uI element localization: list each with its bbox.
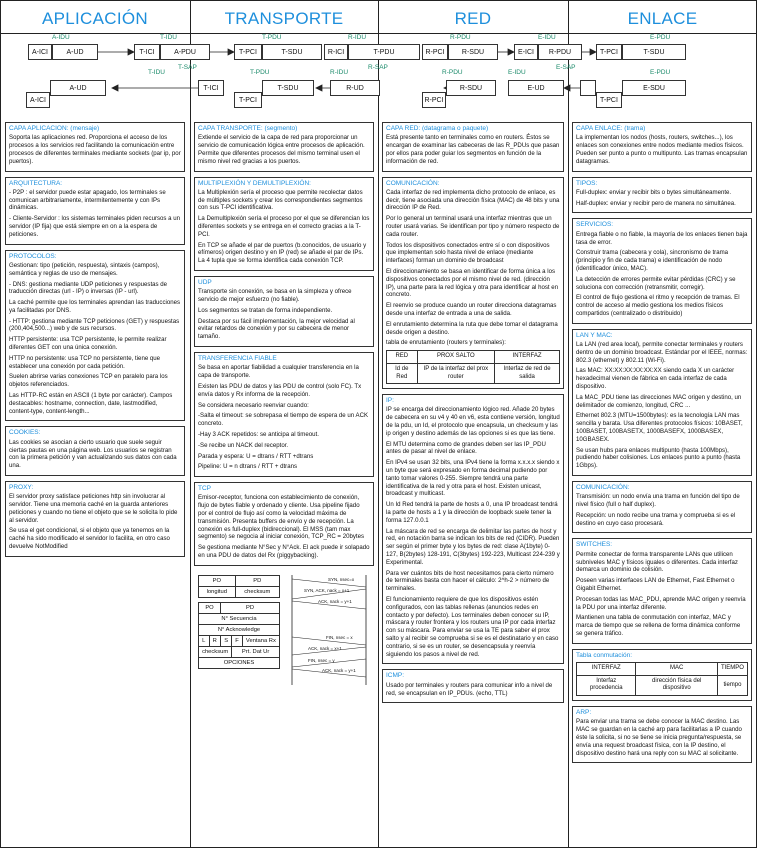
section-paragraph: Las MAC: XX:XX:XX:XX:XX:XX siendo cada X un carácter hexadecimal vienen de fábrica en cada interfaz de cada dispositivo. bbox=[576, 367, 735, 390]
section-comunicacion bbox=[382, 177, 564, 390]
section-heading: TRANSFERENCIA FIABLE bbox=[198, 355, 277, 363]
section-heading: ICMP: bbox=[386, 672, 405, 680]
pdu-box: A-ICI bbox=[26, 92, 50, 108]
tcp-diagrams bbox=[194, 571, 374, 691]
column-enlace bbox=[572, 122, 752, 844]
section-paragraph: El servidor proxy satisface peticiones http sin involucrar al servidor. Tiene una memoria caché en la guarda anteriores peticiones y cuando no tiene el objeto que se le solicita lo pide al servidor. bbox=[9, 493, 178, 524]
section-paragraph: La implementan los nodos (hosts, routers, switches...), los enlaces son conexiones entre nodos mediante medios físicos. Pueden ser punto a punto o multipunto. Las tramas encapsulan datagramas. bbox=[576, 134, 748, 165]
section-paragraph: Full-duplex: enviar y recibir bits o bytes simultáneamente. bbox=[576, 188, 732, 196]
label-e-pdu: E-PDU bbox=[650, 34, 671, 41]
label-r-pdu: R-PDU bbox=[450, 34, 471, 41]
section-paragraph: El reenvío se produce cuando un router direcciona datagramas desde una interfaz de entrada a una de salida. bbox=[386, 302, 557, 317]
section-tcp bbox=[194, 482, 374, 566]
section-paragraph: Parada y espera: U = dtrans / RTT +dtrans bbox=[198, 452, 314, 460]
routing-table: RED PROX SALTO INTERFAZ Id de Red IP de la interfaz del prox router Interfaz de red de salida bbox=[386, 350, 560, 384]
pdu-box: T-ICI bbox=[134, 44, 160, 60]
title-red: RED bbox=[454, 9, 492, 28]
pdu-box: R-PCI bbox=[422, 44, 448, 60]
pdu-box: T-PCI bbox=[234, 92, 262, 108]
section-paragraph: Las cookies se asocian a cierto usuario que suele seguir ciertas pautas en una página web. Los usuarios se registran con la primera petición y van actualizando sus datos con cada una. bbox=[9, 438, 177, 470]
section-paragraph: Los segmentos se tratan de forma independiente. bbox=[198, 306, 333, 314]
section-comunicacion-enlace bbox=[572, 481, 752, 534]
section-paragraph: HTTP persistente: usa TCP persistente, le permite realizar diferentes GET con una única conexión. bbox=[9, 336, 167, 352]
section-paragraph: Half-duplex: enviar y recibir pero de manera no simultánea. bbox=[576, 199, 736, 207]
encapsulation-arrows bbox=[0, 0, 757, 120]
section-paragraph: El funcionamiento requiere de que los dispositivos estén configurados, con las tablas rellenas (anuncios redes en contacto y por defecto). Los terminales deben conocer su IP, máscara y router frontera y los routers una IP por cada interfaz con su máscara. Para enviar se usa la TE para saber el prox salto y al recibir se comprueba si se es el destinatario y en caso contrario, si se es un router, se desencapsula y reenvía siguiendo los pasos a nivel de red. bbox=[386, 596, 559, 658]
label-e-idu: E-IDU bbox=[508, 69, 526, 76]
section-proxy bbox=[5, 481, 185, 557]
section-capa-transporte bbox=[194, 122, 374, 172]
section-heading: MULTIPLEXIÓN Y DEMULTIPLEXIÓN: bbox=[198, 179, 311, 187]
seq-label: ACK, nack = y+1 bbox=[322, 667, 356, 673]
section-heading: ARQUITECTURA: bbox=[9, 179, 63, 187]
section-tipos bbox=[572, 177, 752, 214]
routing-table: INTERFAZ MAC TIEMPO Interfaz procedencia dirección física del dispositivo tiempo bbox=[576, 662, 748, 696]
section-transferencia-fiable bbox=[194, 352, 374, 477]
pdu-box: E-UD bbox=[508, 80, 564, 96]
section-servicios bbox=[572, 218, 752, 323]
section-paragraph: Suelen abrirse varias conexiones TCP en paralelo para los objetos referenciados. bbox=[9, 373, 168, 389]
section-capa-aplicacion bbox=[5, 122, 185, 172]
label-t-pdu: T-PDU bbox=[262, 34, 282, 41]
section-paragraph: Las HTTP-RC están en ASCII (1 byte por carácter). Campos destacables: hostname, connection, date, lastmodified, content-type, content-length... bbox=[9, 392, 173, 415]
section-paragraph: Gestionan: tipo (petición, respuesta), sintaxis (campos), semántica y reglas de uso de mensajes. bbox=[9, 261, 160, 277]
column-red bbox=[382, 122, 564, 844]
label-r-idu: R-IDU bbox=[330, 69, 349, 76]
section-paragraph: - DNS: gestiona mediante UDP peticiones y respuestas de traducción directas (url - IP) o inversas (IP - url). bbox=[9, 280, 168, 296]
section-paragraph: - Cliente-Servidor : los sistemas terminales piden recursos a un servidor (IP fija) que está siempre en on a la espera de peticiones. bbox=[9, 215, 181, 238]
label-r-idu: R-IDU bbox=[348, 34, 367, 41]
section-capa-red bbox=[382, 122, 564, 172]
section-paragraph: Destaca por su fácil implementación, la mejor velocidad al evitar retardos de conexión y por su cabecera de menor tamaño. bbox=[198, 317, 355, 341]
tcp-header-table: PO PD longitud checksum PO PD N° Secuencia N° Acknowledge L R S F Ventana Rx checksum Prt. Dat Ur OPCIONES bbox=[198, 575, 280, 669]
section-paragraph: Construir trama (cabecera y cola), sincronismo de trama (principio y fin de cada trama) e identificación de nodo (identificador único, MAC). bbox=[576, 249, 729, 272]
seq-label: SYN, nsec=x bbox=[328, 576, 355, 582]
title-enlace: ENLACE bbox=[627, 9, 698, 28]
section-paragraph: La detección de errores permite evitar pérdidas (CRC) y se soluciona con corrección (retransmitir, corregir). bbox=[576, 275, 736, 291]
label-e-idu: E-IDU bbox=[538, 34, 556, 41]
pdu-box: T-PDU bbox=[348, 44, 420, 60]
pdu-box: T-ICI bbox=[198, 80, 224, 96]
label-t-sap: T-SAP bbox=[178, 64, 197, 71]
section-capa-enlace bbox=[572, 122, 752, 172]
pdu-box bbox=[580, 80, 596, 96]
pdu-box: R-PDU bbox=[538, 44, 582, 60]
seq-label: SYN, ACK, nack = x+1 bbox=[304, 587, 350, 593]
section-paragraph: Transmisión: un nodo envía una trama en función del tipo de nivel físico (full o half duplex). bbox=[576, 493, 740, 509]
section-paragraph: -Salta el timeout: se sobrepasa el tiempo de espera de un ACK concreto. bbox=[198, 412, 369, 428]
section-paragraph: HTTP no persistente: usa TCP no persistente, tiene que establecer una conexión por cada petición. bbox=[9, 354, 161, 370]
pdu-box: T-SDU bbox=[262, 80, 314, 96]
tcp-handshake-diagram bbox=[288, 571, 372, 689]
section-paragraph: Mantienen una tabla de conmutación con interfaz, MAC y marca de tiempo que se rellena de forma dinámica conforme se genera tráfico. bbox=[576, 614, 741, 637]
section-paragraph: En TCP se añade el par de puertos (b.conocidos, de usuario y efímeros) origen destino y en IP (red) se añade el par de IPs. La 4 tupla que se forma identifica cada conexión TCP. bbox=[198, 241, 367, 265]
section-protocolos bbox=[5, 250, 185, 422]
section-paragraph: El control de flujo gestiona el ritmo y recepción de tramas. El control de acceso al medio gestiona los medios físicos compartidos (centralizado o distribuido) bbox=[576, 294, 740, 317]
pdu-box: A-UD bbox=[50, 80, 106, 96]
section-lan-mac bbox=[572, 329, 752, 476]
pdu-box: A-ICI bbox=[28, 44, 52, 60]
section-switches bbox=[572, 538, 752, 643]
section-paragraph: Recepción: un nodo recibe una trama y comprueba si es el destino en cuyo caso procesará. bbox=[576, 511, 736, 527]
section-paragraph: Usado por terminales y routers para comunicar info a nivel de red, se encapsulan en IP_PDUs. (echo, TTL) bbox=[386, 681, 553, 697]
section-paragraph: Extiende el servicio de la capa de red para proporcionar un servicio de comunicación lógica entre procesos de aplicación. Permite que diferentes procesos del mismo terminal usen el mismo nivel red gracias a los puertos. bbox=[198, 134, 365, 165]
section-paragraph: Para enviar una trama se debe conocer la MAC destino. Las MAC se guardan en la caché arp para facilitarlas a IP cuando éste la solicita, si no se tiene se inicia pregunta/respuesta, se envía una request broadcast física, con la IP destino, el dispositivo destino hará una reply con su MAC al solicitante. bbox=[576, 718, 742, 757]
label-a-idu: A-IDU bbox=[52, 34, 70, 41]
section-heading: COMUNICACIÓN: bbox=[576, 483, 630, 491]
pdu-box: A-PDU bbox=[160, 44, 210, 60]
section-paragraph: La caché permite que los terminales aprendan las traducciones ya facilitadas por DNS. bbox=[9, 299, 181, 314]
section-paragraph: Pipeline: U = n dtrans / RTT + dtrans bbox=[198, 463, 298, 471]
section-paragraph: Ethernet 802.3 (MTU=1500bytes): es la tecnología LAN mas sencilla y barata. Usa diferentes protocolos físicos: 10BASET, 100BASET, 100BASETX, 1000BASEFX, 1000BASEX, 10GBASEX. bbox=[576, 412, 743, 443]
pdu-box: R-SDU bbox=[448, 44, 498, 60]
section-paragraph: tabla de enrutamiento (routers y terminales): bbox=[386, 339, 506, 347]
section-heading: Tabla conmutación: bbox=[576, 651, 633, 659]
section-heading: UDP bbox=[198, 278, 212, 286]
section-paragraph: Todos los dispositivos conectados entre sí o con dispositivos que implementan solo hasta nivel de enlace (mediante interfaces) forman un dominio de broadcast bbox=[386, 241, 550, 265]
section-heading: CAPA TRANSPORTE: (segmento) bbox=[198, 125, 298, 132]
section-udp bbox=[194, 276, 374, 347]
section-arquitectura bbox=[5, 177, 185, 245]
section-paragraph: Transporte sin conexión, se basa en la simpleza y ofrece servicio de mejor esfuerzo (no fiable). bbox=[198, 288, 352, 304]
section-paragraph: La Multiplexión sería el proceso que permite recolectar datos de múltiples sockets y crear los correspondientes segmentos con sus T-PCI identificativa. bbox=[198, 188, 363, 212]
label-t-idu: T-IDU bbox=[148, 69, 165, 76]
title-transporte: TRANSPORTE bbox=[224, 9, 344, 28]
section-heading: TCP bbox=[198, 485, 211, 493]
section-paragraph: Se usan hubs para enlaces multipunto (hasta 100Mbps), pudiendo haber colisiones. Los enlaces punto a punto (hasta 1Gbps). bbox=[576, 446, 741, 470]
section-paragraph: Por lo general un terminal usará una interfaz mientras que un router usará varias. Se identifican por tipo y número respecto de cada router. bbox=[386, 215, 560, 238]
label-r-pdu: R-PDU bbox=[442, 69, 463, 76]
pdu-box: T-PCI bbox=[596, 92, 622, 108]
section-paragraph: IP se encarga del direccionamiento lógico red. Añade 20 bytes de cabecera en su v4 y 40 en v6, esta contiene versión, longitud de la pdu, un Id, el protocolo que encapsula, un checksum y las ip origen y destino además de las opciones si es que las tiene. bbox=[386, 406, 560, 437]
label-r-sap: R-SAP bbox=[368, 64, 388, 71]
label-t-idu: T-IDU bbox=[160, 34, 177, 41]
pdu-box: T-PCI bbox=[596, 44, 622, 60]
section-ip bbox=[382, 394, 564, 664]
section-paragraph: Permite conectar de forma transparente LANs que utilicen subniveles MAC y físicos iguales o diferentes. Cada interfaz demarca un dominio de colisión. bbox=[576, 550, 738, 574]
pdu-box: E-ICI bbox=[514, 44, 538, 60]
section-paragraph: En IPv4 se usan 32 bits, una IPv4 tiene la forma x.x.x.x siendo x un byte que será expresado en forma decimal pudiendo por tanto tomar valores 0-255. Siempre tendrá una parte identificativa de la red y otra para el host. Existen unicast, broadcast y multicast. bbox=[386, 459, 560, 498]
section-heading: SWITCHES: bbox=[576, 541, 613, 549]
section-heading: CAPA RED: (datagrama o paquete) bbox=[386, 125, 489, 132]
seq-label: ACK, nack = x+1 bbox=[308, 645, 342, 651]
pdu-box: R-PCI bbox=[422, 92, 446, 108]
section-arp bbox=[572, 706, 752, 763]
section-paragraph: Se usa el get condicional, si el objeto que ya tenemos en la caché ha sido modificado el servidor lo facilita, en otro caso devuelve NotModified bbox=[9, 527, 170, 551]
section-paragraph: Un Id Red tendrá la parte de hosts a 0, una IP broadcast tendrá la parte de hosts a 1 y la dirección de loopback suele tener la forma 127.0.0.1 bbox=[386, 501, 558, 524]
section-paragraph: Emisor-receptor, funciona con establecimiento de conexión, flujo de bytes fiable y ordenado y cliente. Usa pipeline fijado por el control de flujo así como la velocidad máxima de transmisión. Presenta buffers de envío y de recepción. La conexión es full-duplex (bidireccional). El MSS (tam max segmento) se negocia al iniciar conexión, TCP_RC = 20bytes bbox=[198, 494, 365, 541]
section-heading: COMUNICACIÓN: bbox=[386, 179, 440, 187]
section-heading: COOKIES: bbox=[9, 429, 41, 437]
seq-label: ACK, nack = y+1 bbox=[318, 598, 352, 604]
pdu-box: T-SDU bbox=[622, 44, 686, 60]
section-heading: CAPA APLICACION: (mensaje) bbox=[9, 125, 100, 132]
pdu-box: T-PCI bbox=[234, 44, 262, 60]
section-heading: SERVICIOS: bbox=[576, 221, 614, 229]
section-paragraph: Se basa en aportar fiabilidad a cualquier transferencia en la capa de transporte. bbox=[198, 364, 359, 380]
section-paragraph: La Demultiplexión sería el proceso por el que se diferencian los diferentes sockets y se entrega en el correcto gracias a la T-PCI. bbox=[198, 215, 370, 238]
section-paragraph: La máscara de red se encarga de delimitar las partes de host y red, en notación barra se indican los bits de red (CIDR). Pueden ser según el primer byte y los bytes de red: clase A(1byte) 0-127, B(2bytes) 128-191, C(3bytes) 192-223, Multicast 224-239 y Experimental. bbox=[386, 527, 560, 566]
seq-label: FIN, nsec = x bbox=[326, 634, 353, 640]
section-paragraph: Existen las PDU de datos y las PDU de control (solo FC). Tx envía datos y Rx informa de la recepción. bbox=[198, 382, 362, 398]
pdu-box: T-SDU bbox=[262, 44, 322, 60]
label-t-pdu: T-PDU bbox=[250, 69, 270, 76]
section-heading: LAN Y MAC: bbox=[576, 331, 613, 339]
section-multiplexion bbox=[194, 177, 374, 271]
section-heading: ARP: bbox=[576, 709, 592, 717]
section-heading: CAPA ENLACE: (trama) bbox=[576, 125, 646, 132]
pdu-box: R-UD bbox=[330, 80, 380, 96]
title-aplicacion: APLICACIÓN bbox=[42, 9, 148, 28]
label-e-sap: E-SAP bbox=[556, 64, 576, 71]
section-paragraph: Está presente tanto en terminales como en routers. Éstos se encargan de examinar las cabeceras de las R_PDUs que pasan por ellos para poder guiar los segmentos en función de la información de red. bbox=[386, 134, 560, 165]
section-paragraph: - P2P : el servidor puede estar apagado, los terminales se comunican arbitrariamente, intermitentemente y con IPs dinámicas. bbox=[9, 188, 166, 212]
section-tabla-conmutacion bbox=[572, 649, 752, 701]
column-aplicacion bbox=[5, 122, 185, 842]
section-paragraph: - HTTP: gestiona mediante TCP peticiones (GET) y respuestas (200,404,500...) web y de sus recursos. bbox=[9, 317, 180, 333]
section-paragraph: Poseen varias interfaces LAN de Ethernet, Fast Ethernet o Gigabit Ethernet. bbox=[576, 577, 735, 592]
section-paragraph: Para ver cuántos bits de host necesitamos para cierto número de terminales basta con hacer el cálculo: 2^h-2 > número de terminales. bbox=[386, 569, 554, 593]
section-paragraph: El direccionamiento se basa en identificar de forma única a los dispositivos conectados por el mismo nivel de red. (dirección IP), una parte para la red lógica y otra para identificar al host en concreto. bbox=[386, 267, 559, 299]
section-heading: TIPOS: bbox=[576, 179, 598, 187]
section-paragraph: La LAN (red area local), permite conectar terminales y routers dentro de un dominio broadcast. Estándar por el IEEE, normas: 802.3 (ethernet) y 802.11 (Wi-Fi). bbox=[576, 341, 748, 364]
section-heading: PROXY: bbox=[9, 483, 34, 491]
section-cookies bbox=[5, 426, 185, 476]
label-e-pdu: E-PDU bbox=[650, 69, 671, 76]
section-paragraph: El enrutamiento determina la ruta que debe tomar el datagrama desde origen a destino. bbox=[386, 320, 558, 336]
section-paragraph: Cada interfaz de red implementa dicho protocolo de enlace, es decir, tiene asociada una dirección física (MAC) de 48 bits y una dirección IP de Red. bbox=[386, 188, 560, 212]
section-paragraph: Se considera necesario reenviar cuando: bbox=[198, 401, 309, 409]
section-paragraph: -Se recibe un NACK del receptor. bbox=[198, 441, 289, 449]
section-paragraph: El MTU determina como de grandes deben ser las IP_PDU antes de pasar al nivel de enlace. bbox=[386, 440, 546, 456]
section-heading: PROTOCOLOS: bbox=[9, 252, 57, 260]
section-heading: IP: bbox=[386, 397, 394, 405]
seq-label: FIN, nsec = y bbox=[308, 657, 335, 663]
section-paragraph: La MAC_PDU tiene las direcciones MAC origen y destino, un delimitador de comienzo, longitud, CRC ... bbox=[576, 393, 742, 409]
pdu-box: R-ICI bbox=[324, 44, 348, 60]
section-paragraph: -Hay 3 ACK repetidos: se anticipa al timeout. bbox=[198, 430, 319, 438]
pdu-box: A-UD bbox=[52, 44, 98, 60]
pdu-box: E-SDU bbox=[622, 80, 686, 96]
section-paragraph: Entrega fiable o no fiable, la mayoría de los enlaces tienen baja tasa de error. bbox=[576, 230, 748, 246]
column-transporte bbox=[194, 122, 374, 842]
section-paragraph: Soporta las aplicaciones red. Proporciona el acceso de los procesos a los servicios red facilitando la comunicación entre procesos de diferentes terminales mediante sockets (par ip, por puertos). bbox=[9, 134, 181, 165]
section-paragraph: Se gestiona mediante N°Sec y N°Ack. El ack puede ir solapado en una PDU de datos del Rx (piggybacking). bbox=[198, 544, 370, 560]
section-paragraph: Procesan todas las MAC_PDU, aprende MAC origen y reenvía la PDU por una interfaz diferente. bbox=[576, 595, 746, 611]
pdu-box: R-SDU bbox=[446, 80, 496, 96]
section-icmp bbox=[382, 669, 564, 703]
